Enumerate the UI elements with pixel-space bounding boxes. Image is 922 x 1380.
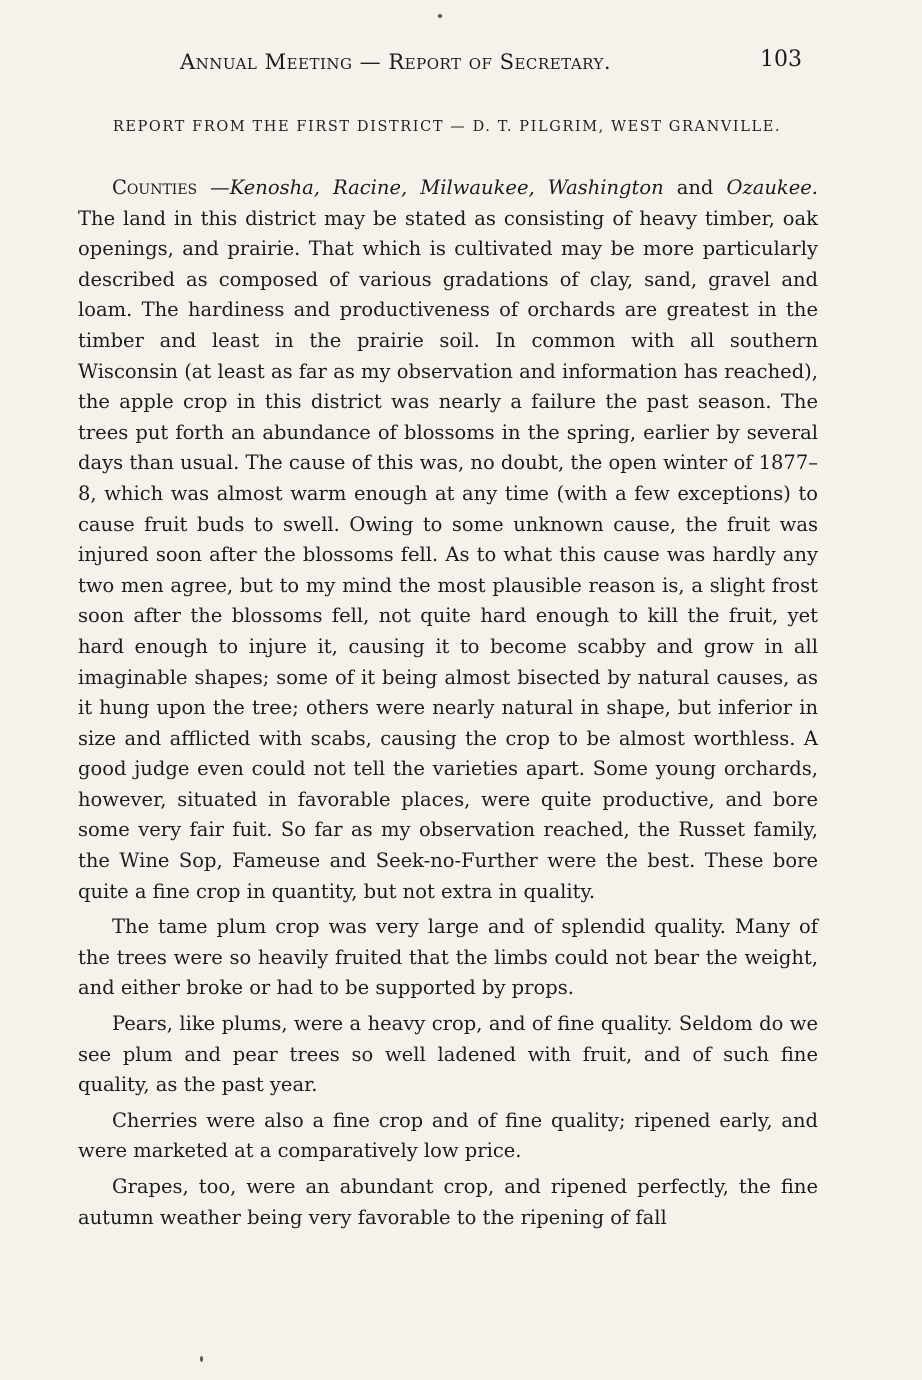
counties-label: Counties —: [112, 176, 230, 199]
running-header-title: Annual Meeting — Report of Secretary.: [180, 50, 612, 74]
paragraph-apple-report: The land in this district may be stated as consisting of heavy timber, oak openings, and prairie. That which is cultivated may be more particularly described as composed of various gradations of clay, sand, gravel and loam. The hardiness and productiveness of orchards are greatest in the timber and least in the prairie soil. In common with all southern Wisconsin (at least as far as my observation and information has reached), the apple crop in this district was nearly a failure the past season. The trees put forth an abundance of blossoms in the spring, earlier by several days than usual. The cause of this was, no doubt, the open winter of 1877–8, which was almost warm enough at any time (with a few exceptions) to cause fruit buds to swell. Owing to some unknown cause, the fruit was injured soon after the blossoms fell. As to what this cause was hardly any two men agree, but to my mind the most plausible reason is, a slight frost soon after the blossoms fell, not quite hard enough to kill the fruit, yet hard enough to injure it, causing it to become scabby and grow in all imaginable shapes; some of it being almost bisected by natural causes, as it hung upon the tree; others were nearly natural in shape, but inferior in size and afflicted with scabs, causing the crop to be almost worthless. A good judge even could not tell the varieties apart. Some young orchards, however, situated in favorable places, were quite productive, and bore some very fair fuit. So far as my observation reached, the Russet family, the Wine Sop, Fameuse and Seek-no-Further were the best. These bore quite a fine crop in quantity, but not extra in quality.: [78, 206, 818, 903]
ink-speck: [438, 14, 442, 18]
counties-last: Ozaukee.: [726, 176, 818, 199]
paragraph-cherries: Cherries were also a fine crop and of fine quality; ripened early, and were marketed at a comparatively low price.: [78, 1108, 818, 1163]
paragraph-pears: Pears, like plums, were a heavy crop, and of fine quality. Seldom do we see plum and pear trees so well ladened with fruit, and of such fine quality, as the past year.: [78, 1012, 818, 1097]
page-number: 103: [760, 47, 802, 72]
paragraph-plums: The tame plum crop was very large and of splendid quality. Many of the trees were so heavily fruited that the limbs could not bear the weight, and either broke or had to be supported by props.: [78, 915, 818, 1000]
body-text: [78, 173, 818, 1233]
counties-conjunction: and: [663, 176, 727, 199]
paragraph-counties: [78, 173, 818, 907]
paragraph-grapes: Grapes, too, were an abundant crop, and ripened perfectly, the fine autumn weather being very favorable to the ripening of fall: [78, 1175, 818, 1229]
counties-list: Kenosha, Racine, Milwaukee, Washington: [229, 176, 664, 199]
ink-speck: [200, 1356, 203, 1362]
section-heading: REPORT FROM THE FIRST DISTRICT — D. T. PILGRIM, WEST GRANVILLE.: [112, 119, 782, 135]
